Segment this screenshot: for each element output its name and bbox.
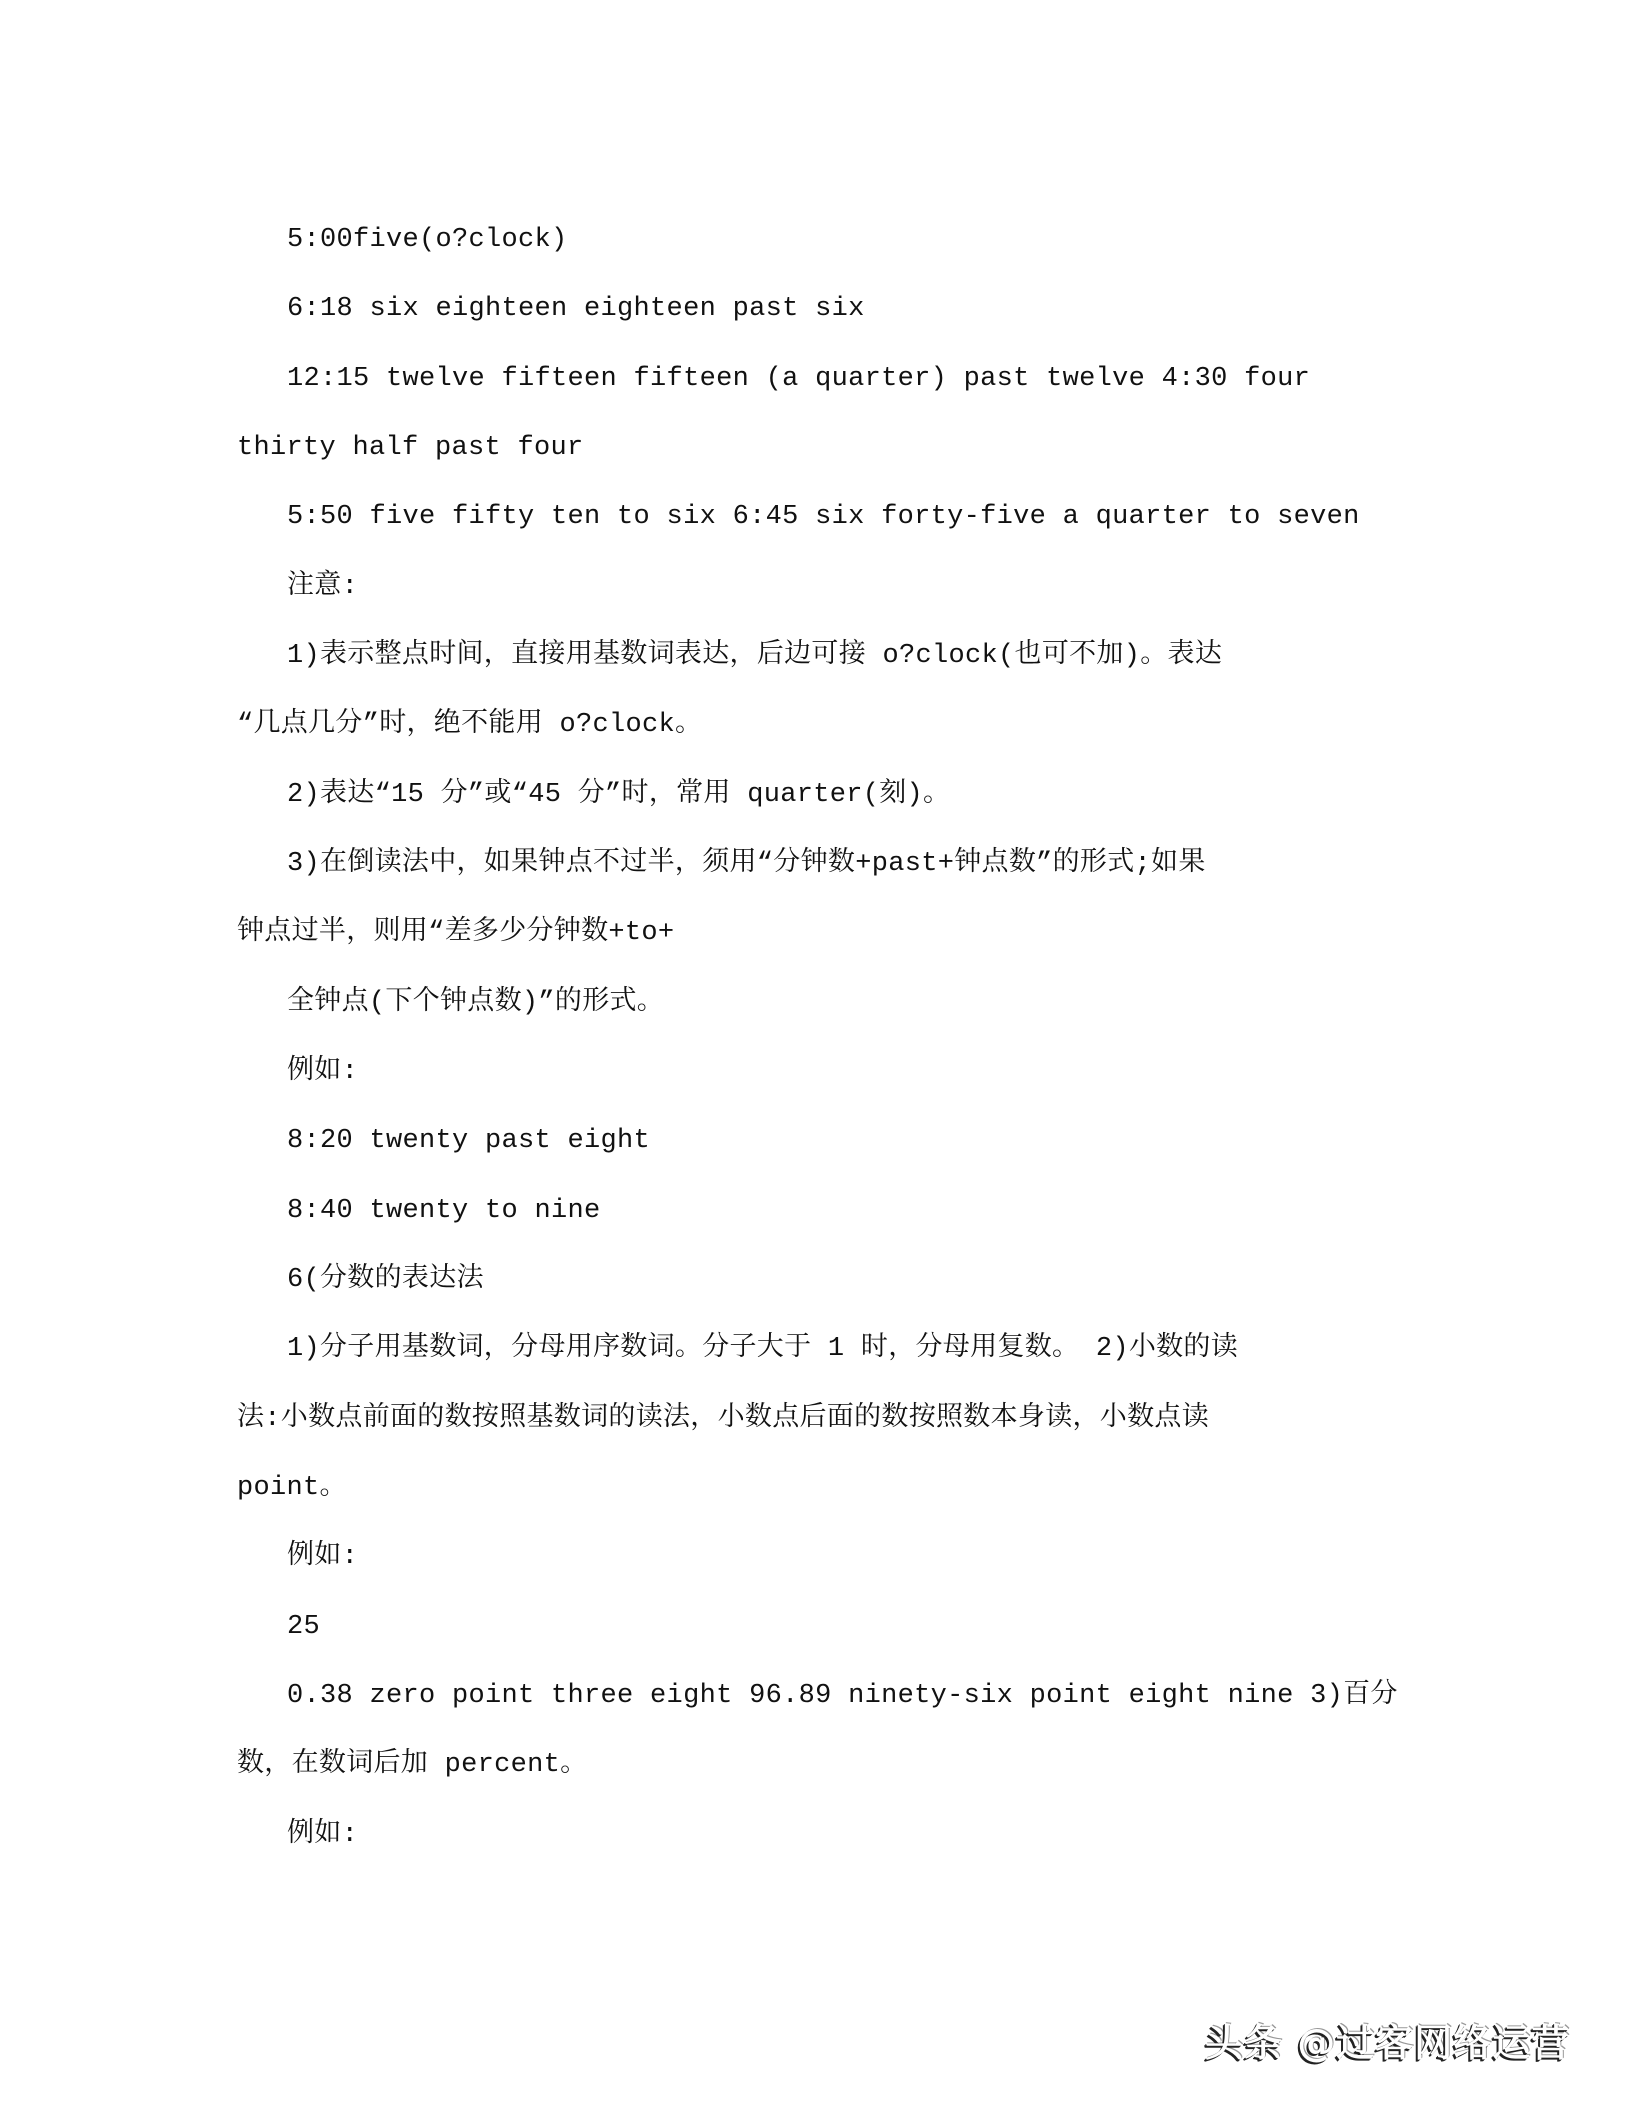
text-line: 3)在倒读法中，如果钟点不过半，须用“分钟数+past+钟点数”的形式;如果: [287, 848, 1206, 879]
text-line: thirty half past four: [237, 432, 584, 463]
text-line: 8:20 twenty past eight: [287, 1126, 651, 1157]
text-line: 例如:: [287, 1056, 359, 1087]
text-line: 2)表达“15 分”或“45 分”时，常用 quarter(刻)。: [287, 779, 951, 810]
text-line: 25: [287, 1611, 321, 1642]
text-line: 数，在数词后加 percent。: [237, 1750, 588, 1781]
watermark: 头条 @过客网络运营: [1205, 2021, 1571, 2065]
text-line: 5:00five(o?clock): [287, 225, 568, 255]
text-line: point。: [237, 1472, 347, 1503]
text-line: 钟点过半，则用“差多少分钟数+to+: [237, 918, 675, 949]
text-line: 注意:: [287, 571, 359, 602]
text-line: “几点几分”时，绝不能用 o?clock。: [237, 710, 703, 741]
text-line: 法:小数点前面的数按照基数词的读法，小数点后面的数按照数本身读，小数点读: [237, 1403, 1210, 1434]
text-line: 12:15 twelve fifteen fifteen (a quarter) past twelve 4:30 four: [287, 363, 1311, 394]
text-line: 6:18 six eighteen eighteen past six: [287, 294, 865, 325]
text-line: 5:50 five fifty ten to six 6:45 six forty-five a quarter to seven: [287, 502, 1360, 533]
text-line: 8:40 twenty to nine: [287, 1195, 601, 1226]
text-line: 1)分子用基数词，分母用序数词。分子大于 1 时，分母用复数。 2)小数的读: [287, 1334, 1239, 1365]
text-line: 1)表示整点时间，直接用基数词表达，后边可接 o?clock(也可不加)。表达: [287, 640, 1223, 671]
text-line: 0.38 zero point three eight 96.89 ninety-six point eight nine 3)百分: [287, 1680, 1398, 1711]
text-line: 例如:: [287, 1542, 359, 1573]
text-line: 6(分数的表达法: [287, 1264, 484, 1295]
text-line: 例如:: [287, 1819, 359, 1850]
text-line: 全钟点(下个钟点数)”的形式。: [287, 987, 665, 1018]
